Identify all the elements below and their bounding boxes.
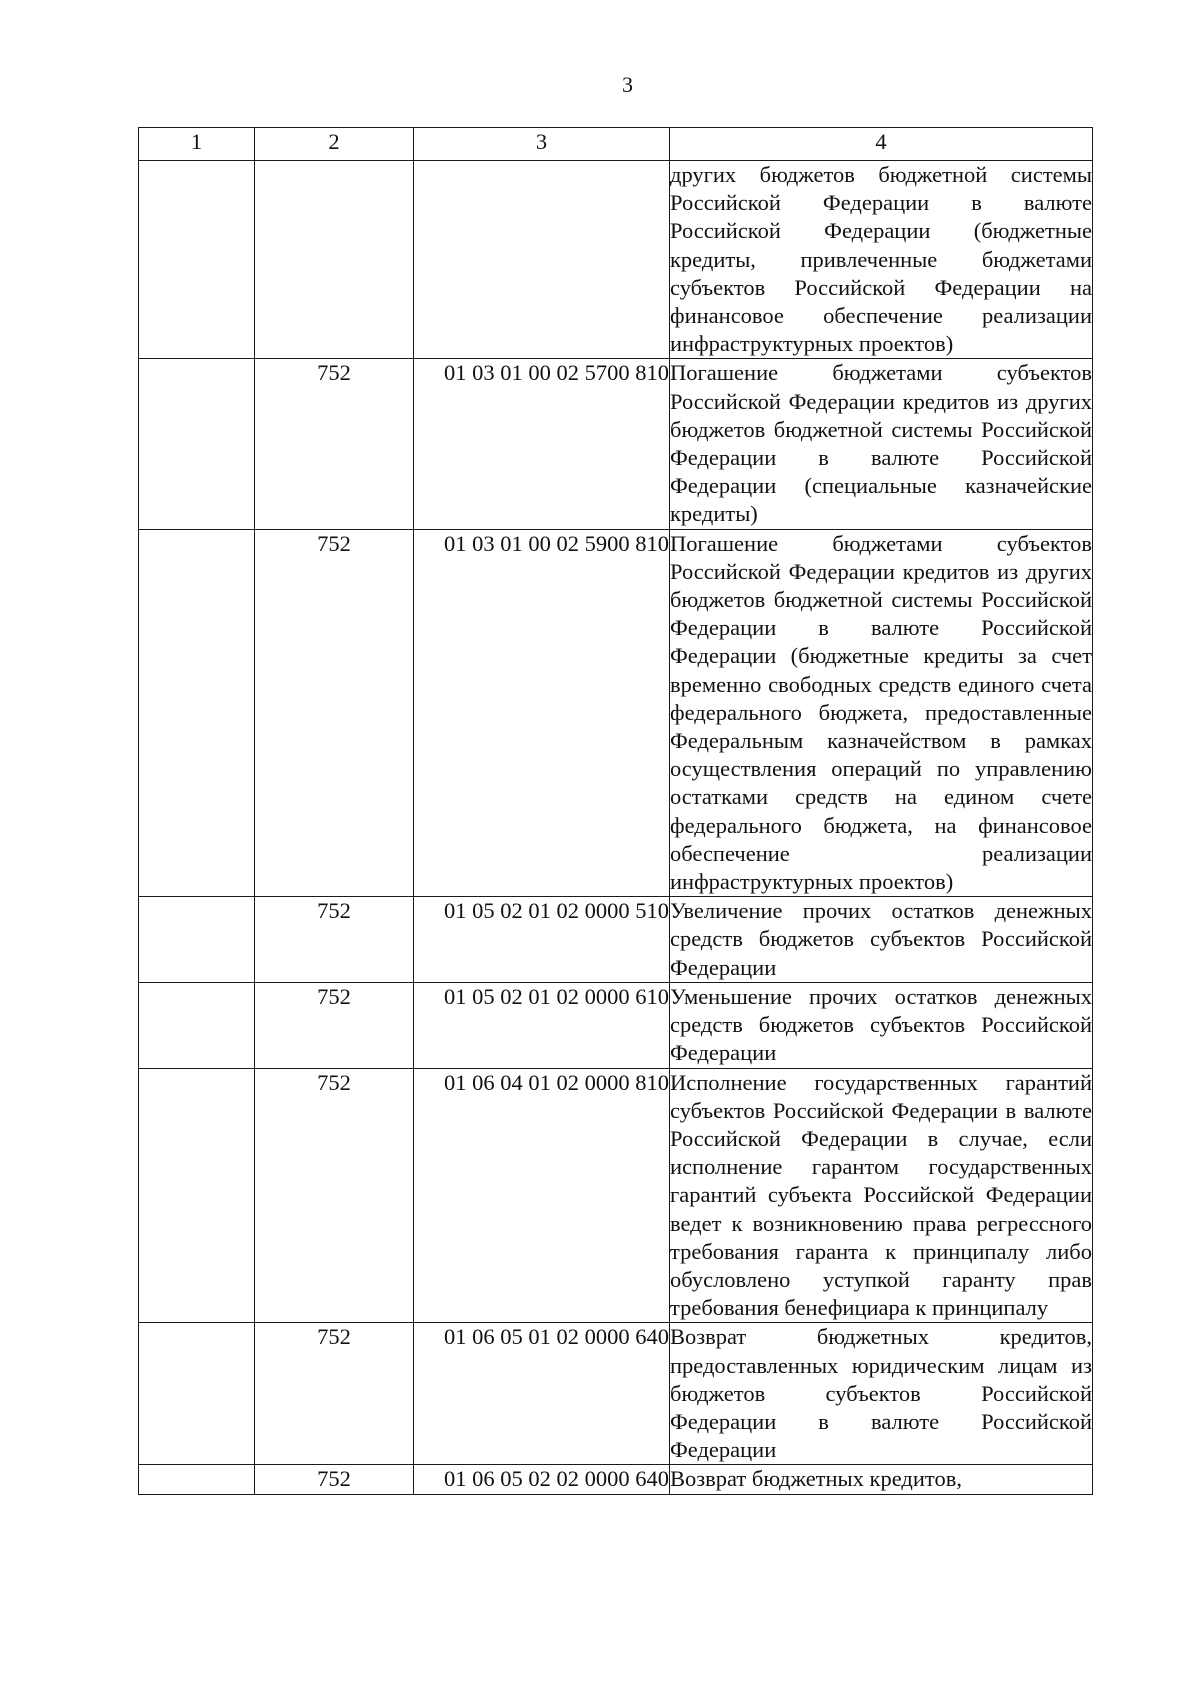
table-row: [139, 1465, 1093, 1494]
table-row: [139, 529, 1093, 897]
table-row: [139, 982, 1093, 1068]
cell-admin-code: 752: [255, 982, 414, 1068]
table-row: [139, 359, 1093, 529]
cell-admin-code: 752: [255, 529, 414, 897]
page-number: 3: [622, 72, 633, 97]
header-col-4: 4: [670, 128, 1093, 161]
cell-col-1: [139, 982, 255, 1068]
cell-admin-code: 752: [255, 1068, 414, 1323]
header-col-2: 2: [255, 128, 414, 161]
table-row: [139, 161, 1093, 359]
cell-col-1: [139, 529, 255, 897]
table-row: [139, 1323, 1093, 1465]
cell-budget-code: 01 05 02 01 02 0000 510: [414, 897, 670, 983]
cell-col-1: [139, 161, 255, 359]
cell-col-1: [139, 1323, 255, 1465]
cell-admin-code: 752: [255, 359, 414, 529]
cell-description: Возврат бюджетных кредитов, предоставленных юридическим лицам из бюджетов субъектов Российской Федерации в валюте Российской Федерации: [670, 1323, 1093, 1465]
cell-col-1: [139, 897, 255, 983]
cell-admin-code: 752: [255, 1465, 414, 1494]
table-row: [139, 1068, 1093, 1323]
cell-budget-code: 01 05 02 01 02 0000 610: [414, 982, 670, 1068]
cell-budget-code: [414, 161, 670, 359]
cell-description: Уменьшение прочих остатков денежных средств бюджетов субъектов Российской Федерации: [670, 982, 1093, 1068]
table-header-row: [139, 128, 1093, 161]
cell-description: Погашение бюджетами субъектов Российской Федерации кредитов из других бюджетов бюджетной системы Российской Федерации в валюте Российской Федерации (специальные казначейские кредиты): [670, 359, 1093, 529]
cell-description: Исполнение государственных гарантий субъектов Российской Федерации в валюте Российской Федерации в случае, если исполнение гарантом государственных гарантий субъекта Российской Федерации ведет к возникновению права регрессного требования гаранта к принципалу либо обусловлено уступкой гаранту прав требования бенефициара к принципалу: [670, 1068, 1093, 1323]
cell-admin-code: 752: [255, 1323, 414, 1465]
cell-col-1: [139, 1068, 255, 1323]
cell-admin-code: 752: [255, 897, 414, 983]
cell-budget-code: 01 06 05 02 02 0000 640: [414, 1465, 670, 1494]
budget-codes-table: [138, 127, 1093, 1495]
cell-description: других бюджетов бюджетной системы Российской Федерации в валюте Российской Федерации (бюджетные кредиты, привлеченные бюджетами субъектов Российской Федерации на финансовое обеспечение реализации инфраструктурных проектов): [670, 161, 1093, 359]
cell-budget-code: 01 03 01 00 02 5900 810: [414, 529, 670, 897]
header-col-3: 3: [414, 128, 670, 161]
cell-description: Погашение бюджетами субъектов Российской Федерации кредитов из других бюджетов бюджетной системы Российской Федерации в валюте Российской Федерации (бюджетные кредиты за счет временно свободных средств единого счета федерального бюджета, предоставленные Федеральным казначейством в рамках осуществления операций по управлению остатками средств на едином счете федерального бюджета, на финансовое обеспечение реализации инфраструктурных проектов): [670, 529, 1093, 897]
cell-description: Возврат бюджетных кредитов,: [670, 1465, 1093, 1494]
cell-description: Увеличение прочих остатков денежных средств бюджетов субъектов Российской Федерации: [670, 897, 1093, 983]
cell-col-1: [139, 359, 255, 529]
table-row: [139, 897, 1093, 983]
cell-budget-code: 01 06 04 01 02 0000 810: [414, 1068, 670, 1323]
cell-budget-code: 01 06 05 01 02 0000 640: [414, 1323, 670, 1465]
header-col-1: 1: [139, 128, 255, 161]
cell-budget-code: 01 03 01 00 02 5700 810: [414, 359, 670, 529]
cell-admin-code: [255, 161, 414, 359]
cell-col-1: [139, 1465, 255, 1494]
